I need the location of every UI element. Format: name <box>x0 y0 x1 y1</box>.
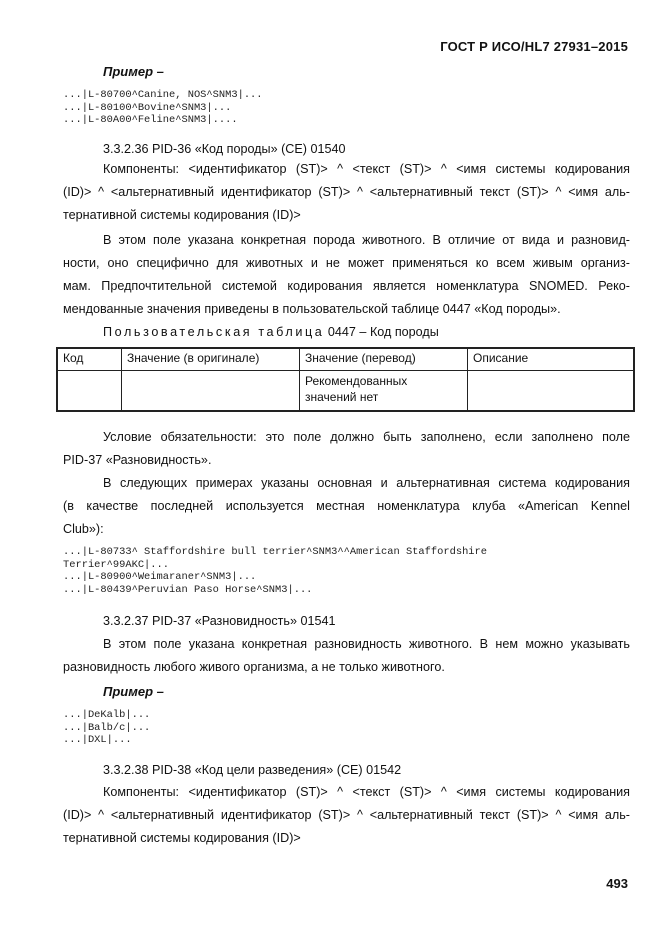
col-header-code: Код <box>57 348 122 371</box>
example-label: Пример – <box>103 64 164 79</box>
cell-translation: Рекомендованных значений нет <box>300 371 468 412</box>
table-header-row <box>57 348 634 371</box>
col-header-description: Описание <box>468 348 635 371</box>
code-example-strain: ...|DeKalb|... ...|Balb/c|... ...|DXL|... <box>63 709 151 746</box>
cell-original <box>122 371 300 412</box>
breed-code-table <box>56 347 635 412</box>
pid36-components: Компоненты: <идентификатор (ST)> ^ <текст (ST)> ^ <имя системы кодирования (ID)> ^ <альтернативный идентификатор (ST)> ^ <альтернативный текст (ST)> ^ <имя аль- тернативной системы кодирования (ID)> <box>63 162 630 222</box>
col-header-original: Значение (в оригинале) <box>122 348 300 371</box>
section-heading-pid37: 3.3.2.37 PID-37 «Разновидность» 01541 <box>103 614 336 628</box>
pid36-description: В этом поле указана конкретная порода животного. В отличие от вида и разновид- ности, оно специфично для животных и не может применяться ко всем живым организ- мам. Предпочтительной системой кодирования является номенклатура SNOMED. Реко- мендованные значения приведены в пользовательской таблице 0447 «Код породы». <box>63 233 630 316</box>
document-header: ГОСТ Р ИСО/HL7 27931–2015 <box>440 39 628 54</box>
condition-paragraph: Условие обязательности: это поле должно быть заполнено, если заполнено поле PID-37 «Разновидность». <box>63 430 630 467</box>
section-heading-pid36: 3.3.2.36 PID-36 «Код породы» (CE) 01540 <box>103 142 346 156</box>
table-row <box>57 371 634 412</box>
example-label-2: Пример – <box>103 684 164 699</box>
col-header-translation: Значение (перевод) <box>300 348 468 371</box>
page-number: 493 <box>606 876 628 891</box>
code-example-breed: ...|L-80733^ Staffordshire bull terrier^SNM3^^American Staffordshire Terrier^99AKC|... ...|L-80900^Weimaraner^SNM3|... ...|L-80439^Peruvian Paso Horse^SNM3|... <box>63 546 488 596</box>
cell-code <box>57 371 122 412</box>
code-example-species: ...|L-80700^Canine, NOS^SNM3|... ...|L-80100^Bovine^SNM3|... ...|L-80A00^Feline^SNM3|.... <box>63 89 263 126</box>
pid37-description: В этом поле указана конкретная разновидность животного. В нем можно указывать разновидность любого живого организма, а не только животного. <box>63 637 630 674</box>
examples-intro: В следующих примерах указаны основная и альтернативная система кодирования (в качестве последней используется местная номенклатура клуба «American Kennel Club»): <box>63 476 630 536</box>
section-heading-pid38: 3.3.2.38 PID-38 «Код цели разведения» (CE) 01542 <box>103 763 402 777</box>
pid38-components: Компоненты: <идентификатор (ST)> ^ <текст (ST)> ^ <имя системы кодирования (ID)> ^ <альтернативный идентификатор (ST)> ^ <альтернативный текст (ST)> ^ <имя аль- тернативной системы кодирования (ID)> <box>63 785 630 845</box>
cell-description <box>468 371 635 412</box>
table-caption: Пользовательская таблица 0447 – Код породы <box>103 325 439 339</box>
